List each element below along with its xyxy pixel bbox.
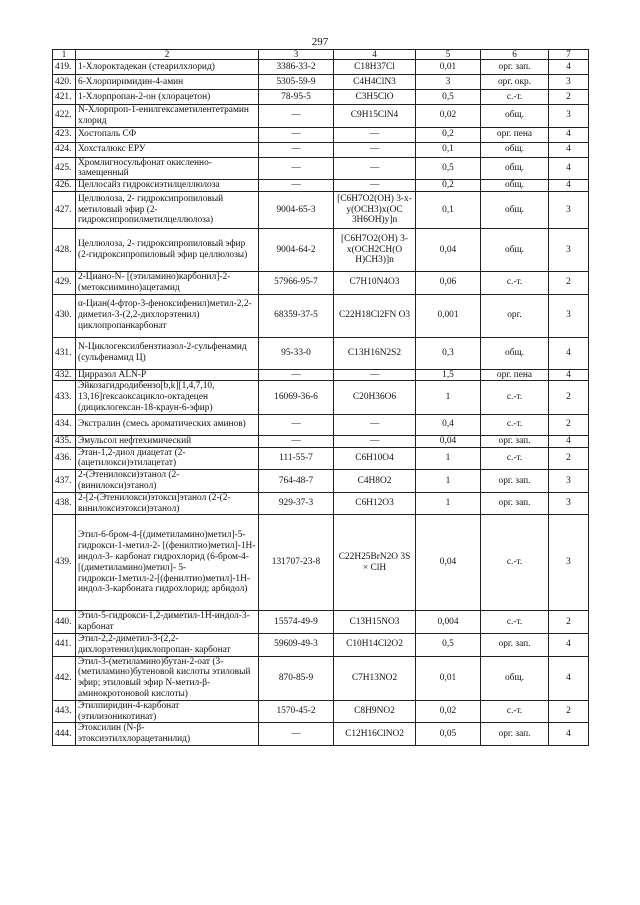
table-row bbox=[53, 470, 589, 493]
column-header: 4 bbox=[334, 50, 416, 60]
row-number: 425. bbox=[53, 157, 76, 180]
hazard-class: 3 bbox=[549, 492, 589, 515]
hazard-class: 2 bbox=[549, 90, 589, 105]
row-number: 422. bbox=[53, 105, 76, 128]
substance-name: 1-Хлорпропан-2-он (хлорацетон) bbox=[76, 90, 259, 105]
limit-value: 0,001 bbox=[416, 294, 481, 337]
limit-value: 1 bbox=[416, 470, 481, 493]
substance-name: Этил-3-(метиламино)бутан-2-оат (3-(метиламино)бутеновой кислоты этиловый эфир; этиловый эфир N-метил-β-аминокротоновой кислоты) bbox=[76, 656, 259, 700]
table-row bbox=[53, 435, 589, 447]
row-number: 430. bbox=[53, 294, 76, 337]
substance-name: Эмульсол нефтехимический bbox=[76, 435, 259, 447]
row-number: 433. bbox=[53, 381, 76, 414]
cas-number: 111-55-7 bbox=[259, 447, 334, 470]
table-row bbox=[53, 611, 589, 634]
limiting-indicator: с.-т. bbox=[481, 90, 549, 105]
chemical-formula: [C6H7O2(OH) 3-x- y(OCH3)x(OC 3H6OH)y]n bbox=[334, 191, 416, 228]
chemical-formula: — bbox=[334, 157, 416, 180]
cas-number: — bbox=[259, 369, 334, 381]
table-row bbox=[53, 723, 589, 746]
table-row bbox=[53, 700, 589, 723]
column-header: 2 bbox=[76, 50, 259, 60]
limiting-indicator: орг. зап. bbox=[481, 470, 549, 493]
cas-number: 16069-36-6 bbox=[259, 381, 334, 414]
substance-table bbox=[52, 49, 589, 746]
limiting-indicator: общ. bbox=[481, 105, 549, 128]
limit-value: 0,4 bbox=[416, 414, 481, 435]
chemical-formula: C6H12O3 bbox=[334, 492, 416, 515]
limit-value: 0,2 bbox=[416, 127, 481, 142]
substance-name: Целлюлоза, 2- гидроксипропиловый эфир (2-гидроксипропиловый эфир целлюлозы) bbox=[76, 228, 259, 271]
cas-number: — bbox=[259, 723, 334, 746]
limiting-indicator: орг. пена bbox=[481, 127, 549, 142]
limit-value: 0,004 bbox=[416, 611, 481, 634]
cas-number: — bbox=[259, 414, 334, 435]
table-row bbox=[53, 656, 589, 700]
limiting-indicator: с.-т. bbox=[481, 611, 549, 634]
chemical-formula: C18H37Cl bbox=[334, 60, 416, 75]
row-number: 427. bbox=[53, 191, 76, 228]
chemical-formula: — bbox=[334, 127, 416, 142]
limit-value: 0,04 bbox=[416, 228, 481, 271]
table-row bbox=[53, 381, 589, 414]
limit-value: 0,04 bbox=[416, 515, 481, 611]
limiting-indicator: общ. bbox=[481, 337, 549, 369]
table-row bbox=[53, 294, 589, 337]
limit-value: 0,2 bbox=[416, 180, 481, 192]
chemical-formula: [C6H7O2(OH) 3- x(OCH2CH(O H)CH3)]n bbox=[334, 228, 416, 271]
cas-number: 870-85-9 bbox=[259, 656, 334, 700]
chemical-formula: C13H16N2S2 bbox=[334, 337, 416, 369]
row-number: 424. bbox=[53, 142, 76, 157]
table-row bbox=[53, 414, 589, 435]
substance-name: Этан-1,2-диол диацетат (2-(ацетилокси)этилацетат) bbox=[76, 447, 259, 470]
limit-value: 0,1 bbox=[416, 142, 481, 157]
table-row bbox=[53, 633, 589, 656]
table-row bbox=[53, 75, 589, 90]
substance-name: Этил-2,2-диметил-3-(2,2-дихлорэтенил)циклопропан- карбонат bbox=[76, 633, 259, 656]
limiting-indicator: с.-т. bbox=[481, 515, 549, 611]
row-number: 420. bbox=[53, 75, 76, 90]
row-number: 423. bbox=[53, 127, 76, 142]
row-number: 431. bbox=[53, 337, 76, 369]
hazard-class: 3 bbox=[549, 470, 589, 493]
chemical-formula: C8H9NO2 bbox=[334, 700, 416, 723]
limiting-indicator: орг. зап. bbox=[481, 60, 549, 75]
limiting-indicator: с.-т. bbox=[481, 700, 549, 723]
column-header: 3 bbox=[259, 50, 334, 60]
hazard-class: 4 bbox=[549, 369, 589, 381]
limit-value: 0,5 bbox=[416, 633, 481, 656]
cas-number: — bbox=[259, 180, 334, 192]
limiting-indicator: с.-т. bbox=[481, 414, 549, 435]
chemical-formula: C12H16ClNO2 bbox=[334, 723, 416, 746]
hazard-class: 3 bbox=[549, 105, 589, 128]
limit-value: 0,1 bbox=[416, 191, 481, 228]
hazard-class: 4 bbox=[549, 337, 589, 369]
cas-number: — bbox=[259, 142, 334, 157]
limit-value: 0,04 bbox=[416, 435, 481, 447]
hazard-class: 2 bbox=[549, 271, 589, 294]
chemical-formula: C6H10O4 bbox=[334, 447, 416, 470]
row-number: 444. bbox=[53, 723, 76, 746]
table-row bbox=[53, 515, 589, 611]
limiting-indicator: с.-т. bbox=[481, 447, 549, 470]
table-row bbox=[53, 271, 589, 294]
row-number: 436. bbox=[53, 447, 76, 470]
chemical-formula: C10H14Cl2O2 bbox=[334, 633, 416, 656]
hazard-class: 3 bbox=[549, 294, 589, 337]
limiting-indicator: орг. окр. bbox=[481, 75, 549, 90]
limit-value: 0,02 bbox=[416, 105, 481, 128]
limiting-indicator: общ. bbox=[481, 656, 549, 700]
limiting-indicator: общ. bbox=[481, 142, 549, 157]
chemical-formula: C13H15NO3 bbox=[334, 611, 416, 634]
limit-value: 0,5 bbox=[416, 157, 481, 180]
substance-name: N-Циклогексилбензтиазол-2-сульфенамид (сульфенамид Ц) bbox=[76, 337, 259, 369]
cas-number: 3386-33-2 bbox=[259, 60, 334, 75]
chemical-formula: — bbox=[334, 369, 416, 381]
hazard-class: 3 bbox=[549, 75, 589, 90]
cas-number: — bbox=[259, 157, 334, 180]
column-header: 5 bbox=[416, 50, 481, 60]
hazard-class: 2 bbox=[549, 414, 589, 435]
table-row bbox=[53, 157, 589, 180]
limiting-indicator: орг. зап. bbox=[481, 435, 549, 447]
limit-value: 0,02 bbox=[416, 700, 481, 723]
limiting-indicator: орг. зап. bbox=[481, 723, 549, 746]
cas-number: 9004-65-3 bbox=[259, 191, 334, 228]
row-number: 428. bbox=[53, 228, 76, 271]
table-row bbox=[53, 369, 589, 381]
limit-value: 0,3 bbox=[416, 337, 481, 369]
substance-name: Хромлигносульфонат окисленно-замещенный bbox=[76, 157, 259, 180]
row-number: 419. bbox=[53, 60, 76, 75]
hazard-class: 4 bbox=[549, 180, 589, 192]
cas-number: 95-33-0 bbox=[259, 337, 334, 369]
table-row bbox=[53, 191, 589, 228]
row-number: 443. bbox=[53, 700, 76, 723]
hazard-class: 4 bbox=[549, 656, 589, 700]
limit-value: 3 bbox=[416, 75, 481, 90]
limiting-indicator: орг. зап. bbox=[481, 492, 549, 515]
column-header: 6 bbox=[481, 50, 549, 60]
cas-number: 15574-49-9 bbox=[259, 611, 334, 634]
row-number: 421. bbox=[53, 90, 76, 105]
substance-name: 2-[2-(Этенилокси)этокси]этанол (2-(2-винилоксиэтокси)этанол) bbox=[76, 492, 259, 515]
column-header: 1 bbox=[53, 50, 76, 60]
chemical-formula: — bbox=[334, 180, 416, 192]
hazard-class: 2 bbox=[549, 700, 589, 723]
hazard-class: 4 bbox=[549, 633, 589, 656]
substance-name: 6-Хлорпиримидин-4-амин bbox=[76, 75, 259, 90]
cas-number: 68359-37-5 bbox=[259, 294, 334, 337]
row-number: 426. bbox=[53, 180, 76, 192]
limit-value: 0,5 bbox=[416, 90, 481, 105]
substance-name: 2-Циано-N- [(этиламино)карбонил]-2-(метоксиимино)ацетамид bbox=[76, 271, 259, 294]
hazard-class: 4 bbox=[549, 142, 589, 157]
chemical-formula: C7H10N4O3 bbox=[334, 271, 416, 294]
limiting-indicator: орг. зап. bbox=[481, 633, 549, 656]
hazard-class: 2 bbox=[549, 381, 589, 414]
limiting-indicator: орг. пена bbox=[481, 369, 549, 381]
cas-number: 5305-59-9 bbox=[259, 75, 334, 90]
hazard-class: 3 bbox=[549, 191, 589, 228]
limiting-indicator: общ. bbox=[481, 191, 549, 228]
substance-name: Цирразол ALN-P bbox=[76, 369, 259, 381]
column-header: 7 bbox=[549, 50, 589, 60]
substance-name: Целлосайз гидроксиэтилцеллюлоза bbox=[76, 180, 259, 192]
row-number: 429. bbox=[53, 271, 76, 294]
limiting-indicator: с.-т. bbox=[481, 381, 549, 414]
row-number: 437. bbox=[53, 470, 76, 493]
limit-value: 1 bbox=[416, 381, 481, 414]
substance-name: α-Циан(4-фтор-3-феноксифенил)метил-2,2-диметил-3-(2,2-дихлорэтенил) циклопропанкарбонат bbox=[76, 294, 259, 337]
chemical-formula: C4H8O2 bbox=[334, 470, 416, 493]
hazard-class: 4 bbox=[549, 435, 589, 447]
row-number: 441. bbox=[53, 633, 76, 656]
table-row bbox=[53, 180, 589, 192]
limit-value: 1 bbox=[416, 492, 481, 515]
table-row bbox=[53, 142, 589, 157]
limiting-indicator: орг. bbox=[481, 294, 549, 337]
substance-name: Этоксилин (N-β-этоксиэтилхлорацетанилид) bbox=[76, 723, 259, 746]
table-row bbox=[53, 492, 589, 515]
substance-name: Хохсталюкс ЕРУ bbox=[76, 142, 259, 157]
limit-value: 0,01 bbox=[416, 60, 481, 75]
substance-name: Этил-6-бром-4-[(диметиламино)метил]-5- гидрокси-1-метил-2- [(фенилтио)метил]-1Н-индол-3- карбонат гидрохлорид (6-бром-4-[(диметиламино)метил]- 5-гидрокси-1метил-2-[(фенилтио)метил]-1Н-индол-3-карбоната гидрохлорид; арбидол) bbox=[76, 515, 259, 611]
hazard-class: 3 bbox=[549, 515, 589, 611]
limiting-indicator: общ. bbox=[481, 157, 549, 180]
cas-number: 764-48-7 bbox=[259, 470, 334, 493]
cas-number: 131707-23-8 bbox=[259, 515, 334, 611]
table-row bbox=[53, 337, 589, 369]
cas-number: 1570-45-2 bbox=[259, 700, 334, 723]
table-row bbox=[53, 90, 589, 105]
table-row bbox=[53, 60, 589, 75]
substance-name: 1-Хлороктадекан (стеарилхлорид) bbox=[76, 60, 259, 75]
chemical-formula: C4H4ClN3 bbox=[334, 75, 416, 90]
chemical-formula: C3H5ClO bbox=[334, 90, 416, 105]
cas-number: 59609-49-3 bbox=[259, 633, 334, 656]
hazard-class: 4 bbox=[549, 127, 589, 142]
substance-name: Этил-5-гидрокси-1,2-диметил-1Н-индол-3-карбонат bbox=[76, 611, 259, 634]
hazard-class: 2 bbox=[549, 447, 589, 470]
cas-number: 929-37-3 bbox=[259, 492, 334, 515]
limiting-indicator: с.-т. bbox=[481, 271, 549, 294]
row-number: 439. bbox=[53, 515, 76, 611]
cas-number: — bbox=[259, 435, 334, 447]
row-number: 432. bbox=[53, 369, 76, 381]
cas-number: — bbox=[259, 127, 334, 142]
row-number: 438. bbox=[53, 492, 76, 515]
table-row bbox=[53, 127, 589, 142]
chemical-formula: C22H18Cl2FN O3 bbox=[334, 294, 416, 337]
limit-value: 0,06 bbox=[416, 271, 481, 294]
table-row bbox=[53, 228, 589, 271]
substance-name: Хостопаль СФ bbox=[76, 127, 259, 142]
row-number: 435. bbox=[53, 435, 76, 447]
substance-name: Целлюлоза, 2- гидроксипропиловый метиловый эфир (2-гидроксипропилметилцеллюлоза) bbox=[76, 191, 259, 228]
page-number: 297 bbox=[311, 36, 329, 48]
chemical-formula: — bbox=[334, 435, 416, 447]
hazard-class: 3 bbox=[549, 228, 589, 271]
limit-value: 1 bbox=[416, 447, 481, 470]
table-row bbox=[53, 105, 589, 128]
column-number-row bbox=[53, 50, 589, 60]
substance-name: 2-(Этенилокси)этанол (2-(винилокси)этанол) bbox=[76, 470, 259, 493]
cas-number: 9004-64-2 bbox=[259, 228, 334, 271]
chemical-formula: C7H13NO2 bbox=[334, 656, 416, 700]
hazard-class: 4 bbox=[549, 60, 589, 75]
chemical-formula: C9H15ClN4 bbox=[334, 105, 416, 128]
chemical-formula: C22H25BrN2O 3S × ClH bbox=[334, 515, 416, 611]
hazard-class: 4 bbox=[549, 723, 589, 746]
table-row bbox=[53, 447, 589, 470]
substance-name: Эйкозагидродибензо[b,k][1,4,7,10, 13,16]гексаоксациклo-октадецен (дициклогексан-18-краун-6-эфир) bbox=[76, 381, 259, 414]
hazard-class: 2 bbox=[549, 611, 589, 634]
substance-name: N-Хлорпроп-1-енилгексаметилентетрамин хлорид bbox=[76, 105, 259, 128]
limiting-indicator: общ. bbox=[481, 180, 549, 192]
row-number: 442. bbox=[53, 656, 76, 700]
limit-value: 1,5 bbox=[416, 369, 481, 381]
chemical-formula: — bbox=[334, 414, 416, 435]
substance-name: Экстралин (смесь ароматических аминов) bbox=[76, 414, 259, 435]
limiting-indicator: общ. bbox=[481, 228, 549, 271]
cas-number: — bbox=[259, 105, 334, 128]
limit-value: 0,01 bbox=[416, 656, 481, 700]
row-number: 434. bbox=[53, 414, 76, 435]
hazard-class: 4 bbox=[549, 157, 589, 180]
chemical-formula: C20H36O6 bbox=[334, 381, 416, 414]
cas-number: 57966-95-7 bbox=[259, 271, 334, 294]
substance-name: Этилпиридин-4-карбонат (этилизоникотинат) bbox=[76, 700, 259, 723]
row-number: 440. bbox=[53, 611, 76, 634]
chemical-formula: — bbox=[334, 142, 416, 157]
cas-number: 78-95-5 bbox=[259, 90, 334, 105]
limit-value: 0,05 bbox=[416, 723, 481, 746]
